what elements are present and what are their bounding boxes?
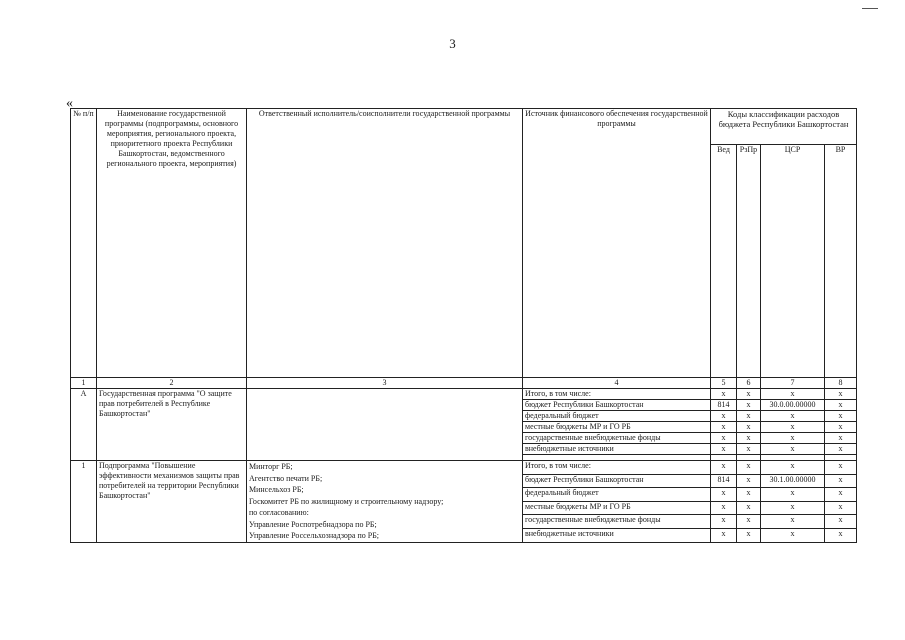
code-vr: x (825, 389, 857, 400)
code-rzpr: x (737, 461, 761, 475)
code-rzpr: x (737, 515, 761, 529)
table-row (71, 389, 857, 400)
executor-item: Минсельхоз РБ; (249, 485, 304, 494)
code-csr: x (761, 515, 825, 529)
executor-item: Агентство печати РБ; (249, 473, 323, 483)
executor-item: Управление Роспотребнадзора по РБ; (249, 519, 377, 529)
funding-source: государственные внебюджетные фонды (523, 433, 711, 444)
code-csr: x (761, 433, 825, 444)
code-csr: x (761, 461, 825, 475)
funding-source: внебюджетные источники (523, 444, 711, 455)
code-csr: x (761, 422, 825, 433)
funding-source: Итого, в том числе: (523, 461, 711, 475)
page-number: 3 (449, 36, 456, 51)
funding-source: Итого, в том числе: (523, 389, 711, 400)
code-ved: x (711, 422, 737, 433)
opening-quote: « (66, 96, 73, 111)
code-ved: x (711, 501, 737, 515)
code-ved: x (711, 515, 737, 529)
funding-source: бюджет Республики Башкортостан (523, 474, 711, 488)
funding-source: внебюджетные источники (523, 528, 711, 542)
code-vr: x (825, 411, 857, 422)
code-vr: x (825, 400, 857, 411)
header-code-ved: Вед (711, 145, 737, 378)
code-ved: x (711, 461, 737, 475)
code-vr: x (825, 528, 857, 542)
funding-source: местные бюджеты МР и ГО РБ (523, 501, 711, 515)
header-name: Наименование государственной программы (подпрограммы, основного мероприятия, регионального проекта, приоритетного проекта Республики Башкортостан, ведомственного регионального проекта, мероприятия) (97, 109, 247, 378)
code-csr: 30.1.00.00000 (761, 474, 825, 488)
code-ved: x (711, 433, 737, 444)
code-rzpr: x (737, 444, 761, 455)
col-number: 6 (737, 378, 761, 389)
code-ved: 814 (711, 400, 737, 411)
col-number: 3 (247, 378, 523, 389)
code-csr: x (761, 501, 825, 515)
col-number: 5 (711, 378, 737, 389)
header-executor: Ответственный исполнитель/соисполнители государственной программы (247, 109, 523, 378)
code-ved: 814 (711, 474, 737, 488)
code-rzpr: x (737, 422, 761, 433)
code-csr: x (761, 411, 825, 422)
executor-item: Минторг РБ; (249, 462, 293, 471)
column-number-row (71, 378, 857, 389)
funding-source: государственные внебюджетные фонды (523, 515, 711, 529)
funding-source: федеральный бюджет (523, 488, 711, 502)
code-rzpr: x (737, 433, 761, 444)
funding-source: федеральный бюджет (523, 411, 711, 422)
program-name: Государственная программа "О защите прав потребителей в Республике Башкортостан" (97, 389, 247, 461)
code-ved: x (711, 444, 737, 455)
row-number: 1 (71, 461, 97, 543)
code-csr: x (761, 488, 825, 502)
header-code-csr: ЦСР (761, 145, 825, 378)
col-number: 1 (71, 378, 97, 389)
funding-source: местные бюджеты МР и ГО РБ (523, 422, 711, 433)
table-row (71, 461, 857, 475)
code-csr: 30.0.00.00000 (761, 400, 825, 411)
code-rzpr: x (737, 474, 761, 488)
code-ved: x (711, 411, 737, 422)
code-rzpr: x (737, 389, 761, 400)
code-rzpr: x (737, 501, 761, 515)
executors-cell (247, 389, 523, 461)
executor-item: Управление Россельхознадзора по РБ; (249, 531, 380, 540)
code-rzpr: x (737, 488, 761, 502)
corner-mark (862, 8, 878, 9)
code-vr: x (825, 515, 857, 529)
col-number: 2 (97, 378, 247, 389)
header-code-rzpr: РзПр (737, 145, 761, 378)
col-number: 7 (761, 378, 825, 389)
code-rzpr: x (737, 400, 761, 411)
program-table (70, 108, 857, 543)
code-rzpr: x (737, 528, 761, 542)
header-no: № п/п (71, 109, 97, 378)
code-ved: x (711, 389, 737, 400)
program-name: Подпрограмма "Повышение эффективности механизмов защиты прав потребителей на территории Республики Башкортостан" (97, 461, 247, 543)
code-vr: x (825, 461, 857, 475)
header-codes-group: Коды классификации расходов бюджета Республики Башкортостан (711, 109, 857, 145)
col-number: 4 (523, 378, 711, 389)
code-csr: x (761, 389, 825, 400)
code-vr: x (825, 422, 857, 433)
executors-cell (247, 461, 523, 543)
executor-item: Госкомитет РБ по жилищному и строительному надзору; (249, 496, 444, 506)
code-ved: x (711, 488, 737, 502)
col-number: 8 (825, 378, 857, 389)
funding-source: бюджет Республики Башкортостан (523, 400, 711, 411)
code-csr: x (761, 444, 825, 455)
code-vr: x (825, 444, 857, 455)
row-number: А (71, 389, 97, 461)
code-csr: x (761, 528, 825, 542)
header-code-vr: ВР (825, 145, 857, 378)
code-vr: x (825, 433, 857, 444)
code-rzpr: x (737, 411, 761, 422)
code-vr: x (825, 474, 857, 488)
header-source: Источник финансового обеспечения государственной программы (523, 109, 711, 378)
code-vr: x (825, 501, 857, 515)
code-ved: x (711, 528, 737, 542)
code-vr: x (825, 488, 857, 502)
executor-item: по согласованию: (249, 508, 309, 517)
